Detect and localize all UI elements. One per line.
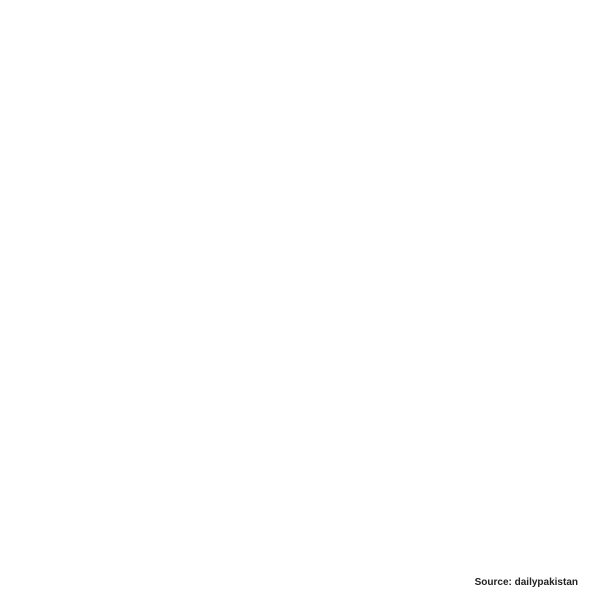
source-credit: Source: dailypakistan (474, 577, 578, 588)
article-paragraph-5 (22, 498, 580, 550)
article-paragraph-3 (22, 340, 580, 418)
article-headline (22, 14, 580, 40)
article-paragraph-4 (22, 432, 580, 484)
article-paragraph-1 (22, 52, 580, 156)
news-article (22, 14, 580, 586)
article-paragraph-2 (22, 170, 580, 326)
